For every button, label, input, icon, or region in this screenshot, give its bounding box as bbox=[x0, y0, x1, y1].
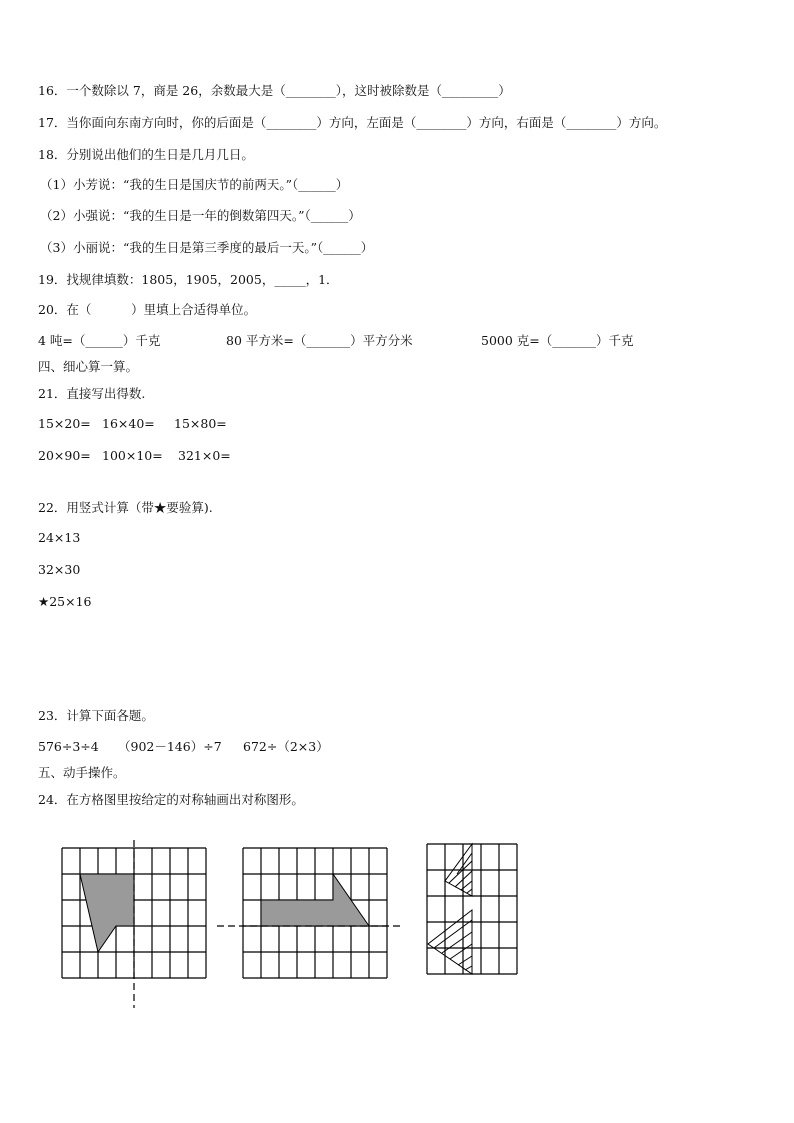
question-18-part-3: （3）小丽说：“我的生日是第三季度的最后一天。”（______） bbox=[40, 240, 374, 255]
question-19: 19．找规律填数：1805，1905，2005，_____，1． bbox=[38, 272, 339, 287]
shaded-shape-1 bbox=[80, 874, 134, 952]
symmetry-grid-2 bbox=[215, 840, 415, 990]
question-24: 24．在方格图里按给定的对称轴画出对称图形。 bbox=[38, 792, 304, 807]
section-5-heading: 五、动手操作。 bbox=[38, 765, 126, 780]
question-23: 23．计算下面各题。 bbox=[38, 708, 154, 723]
q22-item: ★25×16 bbox=[38, 594, 92, 609]
q21-item: 321×0= bbox=[178, 448, 231, 463]
hatched-triangle-bottom bbox=[428, 910, 472, 974]
question-20-item-b: 80 平方米=（_______）平方分米 bbox=[226, 333, 413, 348]
q21-item: 16×40= bbox=[102, 416, 155, 431]
q22-item: 32×30 bbox=[38, 562, 81, 577]
question-18: 18．分别说出他们的生日是几月几日。 bbox=[38, 147, 254, 162]
question-22: 22．用竖式计算（带★要验算). bbox=[38, 500, 213, 515]
question-20: 20．在（ ）里填上合适得单位。 bbox=[38, 302, 257, 317]
question-21: 21．直接写出得数. bbox=[38, 386, 146, 401]
symmetry-grid-3 bbox=[420, 836, 530, 986]
question-18-part-2: （2）小强说：“我的生日是一年的倒数第四天。”（______） bbox=[40, 208, 361, 223]
q23-item: 672÷（2×3） bbox=[243, 739, 329, 754]
q22-item: 24×13 bbox=[38, 530, 81, 545]
symmetry-grid-1 bbox=[55, 840, 215, 1010]
question-18-part-1: （1）小芳说：“我的生日是国庆节的前两天。”（______） bbox=[40, 177, 349, 192]
question-20-item-a: 4 吨=（______）千克 bbox=[38, 333, 161, 348]
question-20-item-c: 5000 克=（_______）千克 bbox=[481, 333, 634, 348]
q23-item: 576÷3÷4 bbox=[38, 739, 99, 754]
q21-item: 15×80= bbox=[174, 416, 227, 431]
q21-item: 20×90= bbox=[38, 448, 91, 463]
q23-item: （902－146）÷7 bbox=[118, 739, 222, 754]
question-17: 17．当你面向东南方向时，你的后面是（________）方向，左面是（________）方向，右面是（________）方向。 bbox=[38, 115, 667, 130]
q21-item: 100×10= bbox=[102, 448, 163, 463]
q21-item: 15×20= bbox=[38, 416, 91, 431]
section-4-heading: 四、细心算一算。 bbox=[38, 359, 139, 374]
question-16: 16．一个数除以 7，商是 26，余数最大是（________），这时被除数是（_________） bbox=[38, 83, 511, 98]
